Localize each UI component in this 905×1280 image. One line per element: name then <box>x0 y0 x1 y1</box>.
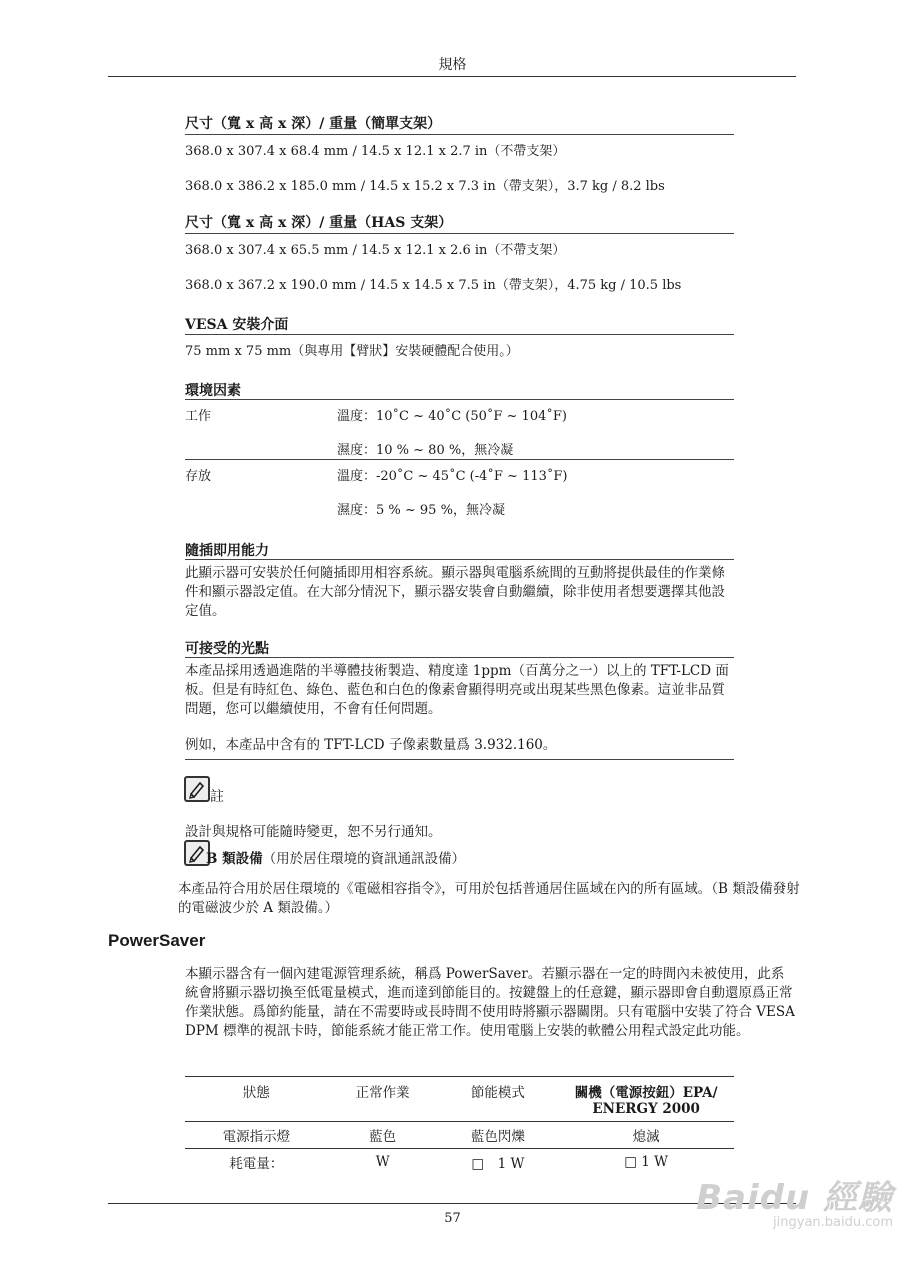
powersaver-text: 本顯示器含有一個內建電源管理系統，稱爲 PowerSaver。若顯示器在一定的時間內未被使用，此系統會將顯示器切換至低電量模式，進而達到節能目的。按鍵盤上的任意鍵，顯示器即會自動還原爲正常作業狀態。爲節約能量，請在不需要時或長時間不使用時將顯示器關閉。只有電腦中安裝了符合 VESA DPM 標準的視訊卡時，節能系統才能正常工作。使用電腦上安裝的軟體公用程式設定此功能。 <box>185 966 795 1039</box>
env-storage-humidity: 濕度：5 % ~ 95 %，無冷凝 <box>337 503 505 518</box>
section-title-pnp: 隨插即用能力 <box>185 543 269 559</box>
powersaver-heading: PowerSaver <box>108 931 206 950</box>
page-number: 57 <box>444 1211 461 1226</box>
footer-rule <box>108 1203 796 1204</box>
class-b-title-bold: B 類設備 <box>206 851 263 867</box>
env-storage-temp: 溫度：-20˚C ~ 45˚C (-4˚F ~ 113˚F) <box>337 469 568 484</box>
powersaver-table <box>185 1076 734 1175</box>
pnp-text: 此顯示器可安裝於任何隨插即用相容系統。顯示器與電腦系統間的互動將提供最佳的作業條件和顯示器設定值。在大部分情況下，顯示器安裝會自動繼續，除非使用者想要選擇其他設定值。 <box>185 565 725 619</box>
table-cell: □ 1 W <box>624 1154 669 1170</box>
watermark-url: jingyan.baidu.com <box>773 1215 893 1230</box>
table-cell: 藍色閃爍 <box>438 1122 559 1149</box>
table-header-normal: 正常作業 <box>328 1077 438 1122</box>
table-header-off: 關機（電源按鈕）EPA/ ENERGY 2000 <box>558 1077 734 1122</box>
table-cell: 藍色 <box>328 1122 438 1149</box>
section-rule <box>185 657 734 658</box>
section-rule <box>185 759 734 760</box>
table-cell: 電源指示燈 <box>185 1122 328 1149</box>
dots-text: 本產品採用透過進階的半導體技術製造、精度達 1ppm（百萬分之一）以上的 TFT-LCD 面板。但是有時紅色、綠色、藍色和白色的像素會顯得明亮或出現某些黑色像素。這並非品質問題，您可以繼續使用，不會有任何問題。 <box>185 663 729 717</box>
table-cell: □ 1 W <box>471 1156 525 1172</box>
note-icon <box>184 776 210 802</box>
env-storage-label: 存放 <box>185 469 212 484</box>
vesa-line: 75 mm x 75 mm（與專用【臂狀】安裝硬體配合使用。） <box>185 344 519 359</box>
table-row <box>185 1149 734 1176</box>
watermark-brand: Baidu 經驗 <box>696 1178 893 1218</box>
dots-example: 例如，本產品中含有的 TFT-LCD 子像素數量爲 3.932.160。 <box>185 737 557 753</box>
section-title-vesa: VESA 安裝介面 <box>185 317 289 333</box>
env-operating-temp: 溫度：10˚C ~ 40˚C (50˚F ~ 104˚F) <box>337 409 567 424</box>
note-text: 設計與規格可能隨時變更，恕不另行通知。 <box>185 824 442 840</box>
table-cell: 熄滅 <box>558 1122 734 1149</box>
section-rule <box>185 559 734 560</box>
env-operating-humidity: 濕度：10 % ~ 80 %，無冷凝 <box>337 443 514 458</box>
table-header-state: 狀態 <box>185 1077 328 1122</box>
watermark <box>696 1170 893 1230</box>
class-b-title <box>206 847 465 867</box>
dims-has-line-1: 368.0 x 307.4 x 65.5 mm / 14.5 x 12.1 x 2.6 in（不帶支架） <box>185 243 566 258</box>
table-cell: 耗電量： <box>229 1156 284 1172</box>
section-rule <box>185 399 734 400</box>
section-rule <box>185 134 734 135</box>
class-b-text: 本產品符合用於居住環境的《電磁相容指令》，可用於包括普通居住區域在內的所有區域。（B 類設備發射的電磁波少於 A 類設備。） <box>178 881 800 916</box>
section-rule <box>185 233 734 234</box>
section-rule <box>185 334 734 335</box>
class-b-title-rest: （用於居住環境的資訊通訊設備） <box>262 851 466 867</box>
section-title-dims-simple: 尺寸（寬 x 高 x 深）/ 重量（簡單支架） <box>185 116 442 132</box>
section-title-dots: 可接受的光點 <box>185 641 269 657</box>
section-title-env: 環境因素 <box>185 383 241 399</box>
header-rule <box>108 76 796 77</box>
dims-simple-line-2: 368.0 x 386.2 x 185.0 mm / 14.5 x 15.2 x 7.3 in（帶支架），3.7 kg / 8.2 lbs <box>185 179 665 194</box>
env-operating-label: 工作 <box>185 409 212 424</box>
table-row <box>185 1122 734 1149</box>
note-label: 註 <box>210 789 224 805</box>
table-header-saving: 節能模式 <box>438 1077 559 1122</box>
dims-has-line-2: 368.0 x 367.2 x 190.0 mm / 14.5 x 14.5 x 7.5 in（帶支架），4.75 kg / 10.5 lbs <box>185 278 682 293</box>
table-cell: W <box>375 1154 390 1170</box>
section-title-dims-has: 尺寸（寬 x 高 x 深）/ 重量（HAS 支架） <box>185 215 453 231</box>
running-header: 規格 <box>438 57 467 73</box>
dims-simple-line-1: 368.0 x 307.4 x 68.4 mm / 14.5 x 12.1 x 2.7 in（不帶支架） <box>185 144 566 159</box>
env-row-rule <box>185 459 734 460</box>
